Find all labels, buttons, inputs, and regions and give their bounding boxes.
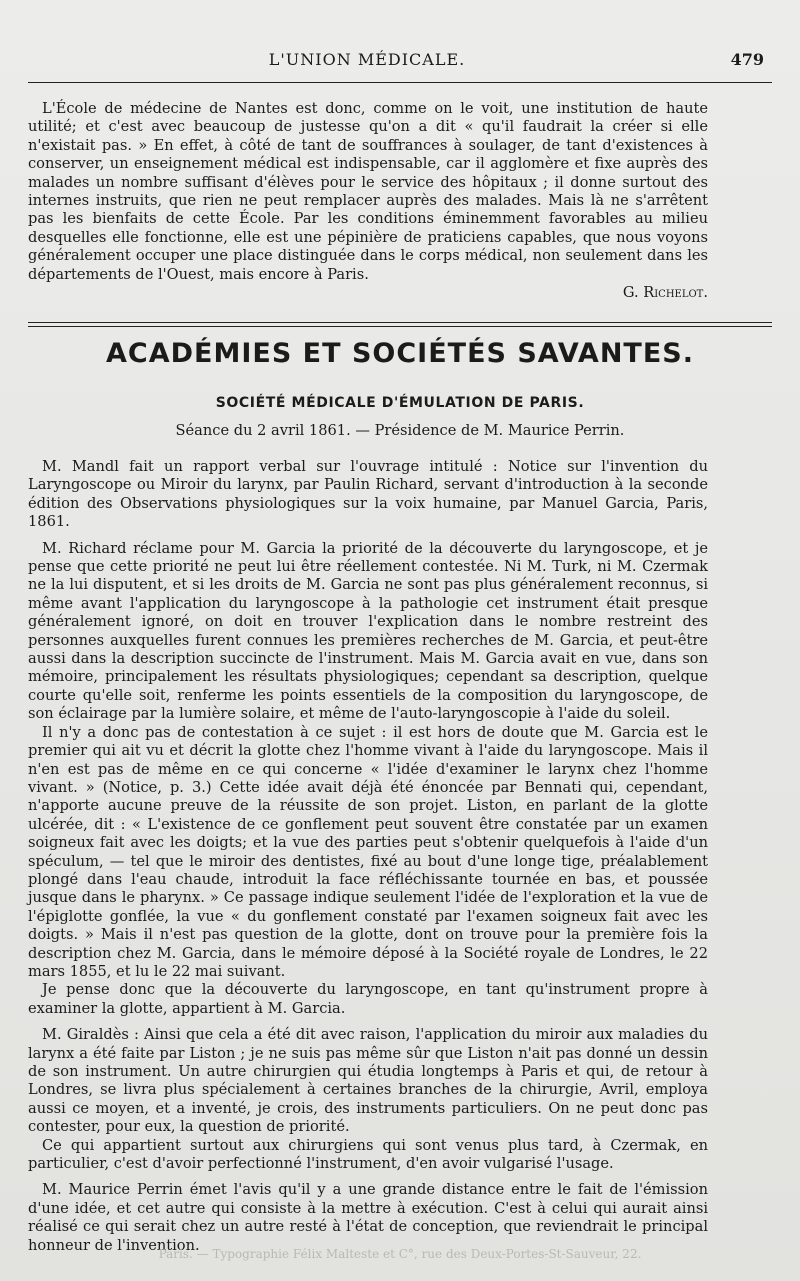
running-header bbox=[30, 50, 764, 76]
page-number: 479 bbox=[730, 50, 764, 69]
paragraph-mandl: M. Mandl fait un rapport verbal sur l'ouvrage intitulé : Notice sur l'invention du Laryngoscope ou Miroir du larynx, par Paulin Richard, servant d'introduction à la seconde édition des Observations physiologiques sur la voix humaine, par Manuel Garcia, Paris, 1861. bbox=[28, 458, 708, 531]
paragraph-giraldes: M. Giraldès : Ainsi que cela a été dit avec raison, l'application du miroir aux maladies du larynx a été faite par Liston ; je ne suis pas même sûr que Liston n'ait pas donné un dessin de son instrument. Un autre chirurgien qui étudia longtemps à Paris et qui, de retour à Londres, se livra plus spécialement à certaines branches de la chirurgie, Avril, employa aussi ce moyen, et a inventé, je crois, des instruments particuliers. On ne peut donc pas contester, pour eux, la question de priorité. bbox=[28, 1026, 708, 1136]
society-heading: SOCIÉTÉ MÉDICALE D'ÉMULATION DE PARIS. bbox=[215, 395, 585, 411]
section-title: ACADÉMIES ET SOCIÉTÉS SAVANTES. bbox=[106, 338, 694, 369]
section-rule-bottom bbox=[28, 326, 772, 327]
paragraph-conclusion: Je pense donc que la découverte du laryngoscope, en tant qu'instrument propre à examiner la glotte, appartient à M. Garcia. bbox=[28, 981, 708, 1017]
paragraph-perfectionnement: Ce qui appartient surtout aux chirurgiens qui sont venus plus tard, à Czermak, en particulier, c'est d'avoir perfectionné l'instrument, d'en avoir vulgarisé l'usage. bbox=[28, 1136, 708, 1173]
printer-imprint: Paris. — Typographie Félix Malteste et C°, rue des Deux-Portes-St-Sauveur, 22. bbox=[158, 1247, 642, 1261]
section-rule-top bbox=[28, 322, 772, 323]
seance-line: Séance du 2 avril 1861. — Présidence de M. Maurice Perrin. bbox=[175, 422, 625, 439]
header-rule bbox=[28, 82, 772, 83]
intro-article bbox=[28, 100, 708, 302]
intro-paragraph: L'École de médecine de Nantes est donc, comme on le voit, une institution de haute utilité; et c'est avec beaucoup de justesse qu'on a dit « qu'il faudrait la créer si elle n'existait pas. » En effet, à côté de tant de souffrances à soulager, de tant d'existences à conserver, un enseignement médical est indispensable, car il agglomère et fixe auprès des malades un nombre suffisant d'élèves pour le service des hôpitaux ; il donne surtout des internes instruits, que rien ne peut remplacer auprès des malades. Mais là ne s'arrêtent pas les bienfaits de cette École. Par les conditions éminemment favorables au milieu desquelles elle fonctionne, elle est une pépinière de praticiens capables, que nous voyons généralement occuper une place distinguée dans le corps médical, non seulement dans les départements de l'Ouest, mais encore à Paris. bbox=[28, 100, 708, 283]
paragraph-perrin: M. Maurice Perrin émet l'avis qu'il y a une grande distance entre le fait de l'émission d'une idée, et cet autre qui consiste à la mettre à exécution. C'est à celui qui aurait ainsi réalisé ce qui serait chez un autre resté à l'état de conception, que reviendrait le principal honneur de l'invention. bbox=[28, 1181, 708, 1254]
paragraph-contestation: Il n'y a donc pas de contestation à ce sujet : il est hors de doute que M. Garcia est le premier qui ait vu et décrit la glotte chez l'homme vivant à l'aide du laryngoscope. Mais il n'en est pas de même en ce qui concerne « l'idée d'examiner le larynx chez l'homme vivant. » (Notice, p. 3.) Cette idée avait déjà été énoncée par Bennati qui, cependant, n'apporte aucune preuve de la réussite de son projet. Liston, en parlant de la glotte ulcérée, dit : « L'existence de ce gonflement peut souvent être constatée par un examen soigneux fait avec les doigts; et la vue des parties peut s'obtenir quelquefois à l'aide d'un spéculum, — tel que le miroir des dentistes, fixé au bout d'une longe tige, préalablement plongé dans l'eau chaude, introduit la face réfléchissante tournée en bas, et poussée jusque dans le pharynx. » Ce passage indique seulement l'idée de l'exploration et la vue de l'épiglotte gonflée, la vue « du gonflement constaté par l'examen soigneux fait avec les doigts. » Mais il n'est pas question de la glotte, dont on trouve pour la première fois la description chez M. Garcia, dans le mémoire déposé à la Société royale de Londres, le 22 mars 1855, et lu le 22 mai suivant. bbox=[28, 723, 708, 980]
author-signature: G. Richelot. bbox=[622, 284, 708, 302]
running-title: L'UNION MÉDICALE. bbox=[268, 50, 466, 69]
meeting-report bbox=[28, 458, 708, 1255]
paragraph-richard: M. Richard réclame pour M. Garcia la priorité de la découverte du laryngoscope, et je pense que cette priorité ne peut lui être réellement contestée. Ni M. Turk, ni M. Czermak ne la lui disputent, et si les droits de M. Garcia ne sont pas plus généralement reconnus, si même avant l'application du laryngoscope à la pathologie cet instrument était presque généralement ignoré, on doit en trouver l'explication dans le nombre restreint des personnes auxquelles furent connues les premières recherches de M. Garcia, et peut-être aussi dans la description succincte de l'instrument. Mais M. Garcia avait en vue, dans son mémoire, principalement les résultats physiologiques; cependant sa description, quelque courte qu'elle soit, renferme les points essentiels de la composition du laryngoscope, de son éclairage par la lumière solaire, et même de l'auto-laryngoscopie à l'aide du soleil. bbox=[28, 539, 708, 723]
